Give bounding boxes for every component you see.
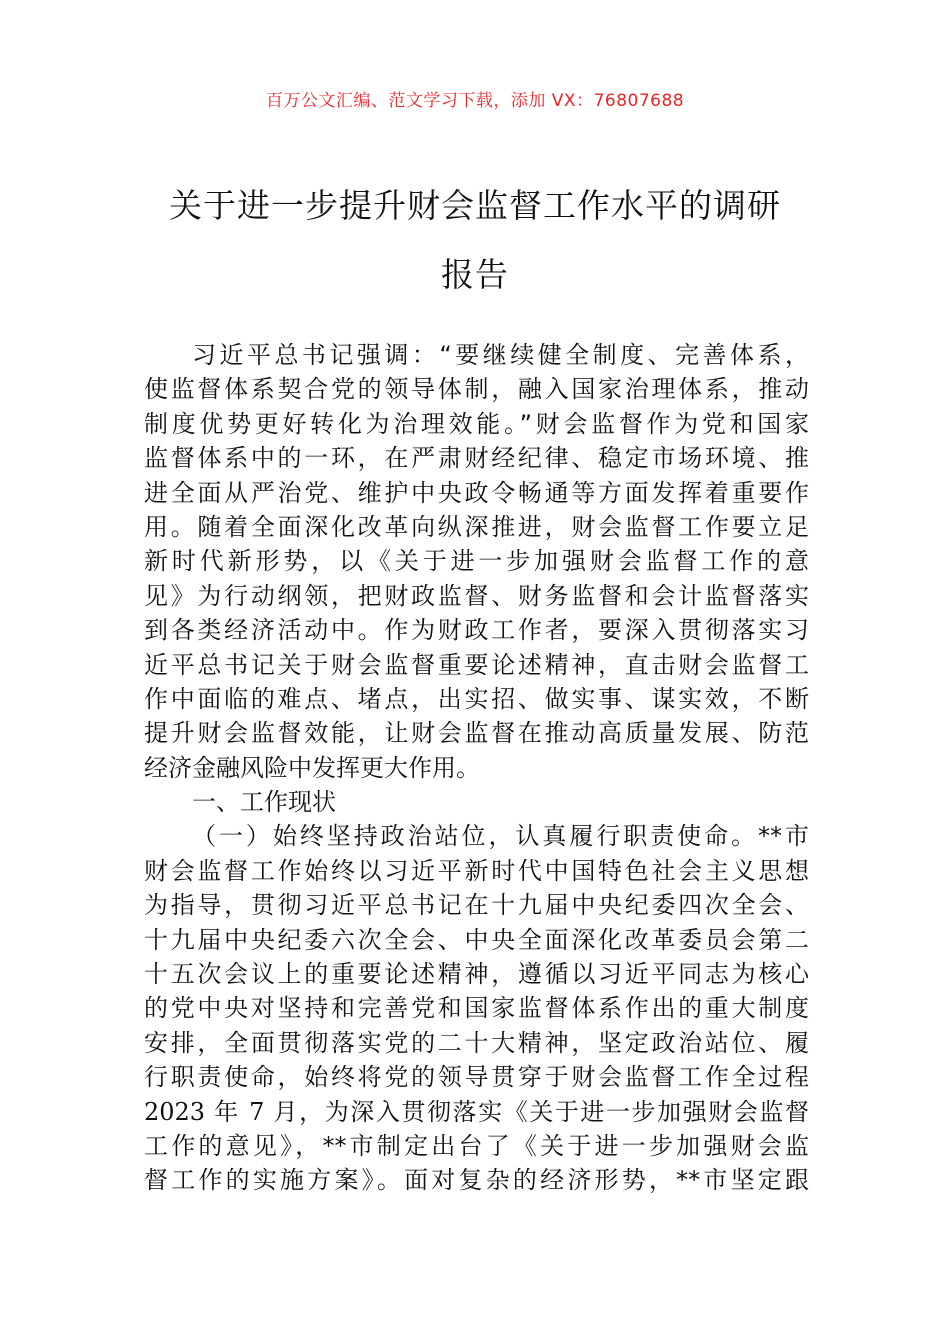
download-banner: 百万公文汇编、范文学习下载，添加 VX：76807688	[265, 91, 685, 111]
paragraph-line: 安排，全面贯彻落实党的二十大精神，坚定政治站位、履	[144, 1028, 809, 1057]
document-title-line-1: 关于进一步提升财会监督工作水平的调研	[169, 186, 781, 225]
paragraph-line: 制度优势更好转化为治理效能。”财会监督作为党和国家	[144, 409, 809, 438]
paragraph-line: 十九届中央纪委六次全会、中央全面深化改革委员会第二	[144, 925, 809, 954]
paragraph-line: 作中面临的难点、堵点，出实招、做实事、谋实效，不断	[144, 684, 809, 713]
paragraph-line: 近平总书记关于财会监督重要论述精神，直击财会监督工	[144, 650, 809, 679]
paragraph-line: 财会监督工作始终以习近平新时代中国特色社会主义思想	[144, 856, 809, 885]
paragraph-line: 督工作的实施方案》。面对复杂的经济形势，**市坚定跟	[144, 1166, 809, 1195]
document-title-line-2: 报告	[441, 255, 509, 294]
paragraph-line: 到各类经济活动中。作为财政工作者，要深入贯彻落实习	[144, 616, 809, 645]
paragraph-line: 经济金融风险中发挥更大作用。	[144, 753, 480, 782]
paragraph-line: 的党中央对坚持和完善党和国家监督体系作出的重大制度	[144, 994, 809, 1023]
paragraph-line: 见》为行动纲领，把财政监督、财务监督和会计监督落实	[144, 581, 809, 610]
section-heading: 一、工作现状	[192, 788, 336, 817]
paragraph-line: 提升财会监督效能，让财会监督在推动高质量发展、防范	[144, 719, 809, 748]
date-line-tail: 月，为深入贯彻落实《关于进一步加强财会监督	[264, 1097, 809, 1126]
paragraph-line: 为指导，贯彻习近平总书记在十九届中央纪委四次全会、	[144, 891, 809, 920]
paragraph-line: （一）始终坚持政治站位，认真履行职责使命。**市	[192, 822, 809, 851]
paragraph-line: 习近平总书记强调：“要继续健全制度、完善体系，	[192, 341, 809, 369]
document-body	[144, 338, 809, 1198]
paragraph-line: 使监督体系契合党的领导体制，融入国家治理体系，推动	[144, 375, 809, 404]
paragraph-line: 新时代新形势，以《关于进一步加强财会监督工作的意	[144, 547, 809, 576]
date-month: 7	[249, 1097, 265, 1126]
paragraph-line: 监督体系中的一环，在严肃财经纪律、稳定市场环境、推	[144, 444, 809, 473]
paragraph-line: 用。随着全面深化改革向纵深推进，财会监督工作要立足	[144, 512, 809, 541]
paragraph-line: 进全面从严治党、维护中央政令畅通等方面发挥着重要作	[144, 478, 809, 507]
paragraph-line: 十五次会议上的重要论述精神，遵循以习近平同志为核心	[144, 960, 809, 989]
date-year-unit: 年	[205, 1097, 250, 1126]
date-year: 2023	[144, 1097, 206, 1126]
paragraph-line: 工作的意见》，**市制定出台了《关于进一步加强财会监	[144, 1131, 809, 1160]
paragraph-line: 行职责使命，始终将党的领导贯穿于财会监督工作全过程	[144, 1063, 809, 1092]
paragraph-line	[144, 1095, 809, 1129]
